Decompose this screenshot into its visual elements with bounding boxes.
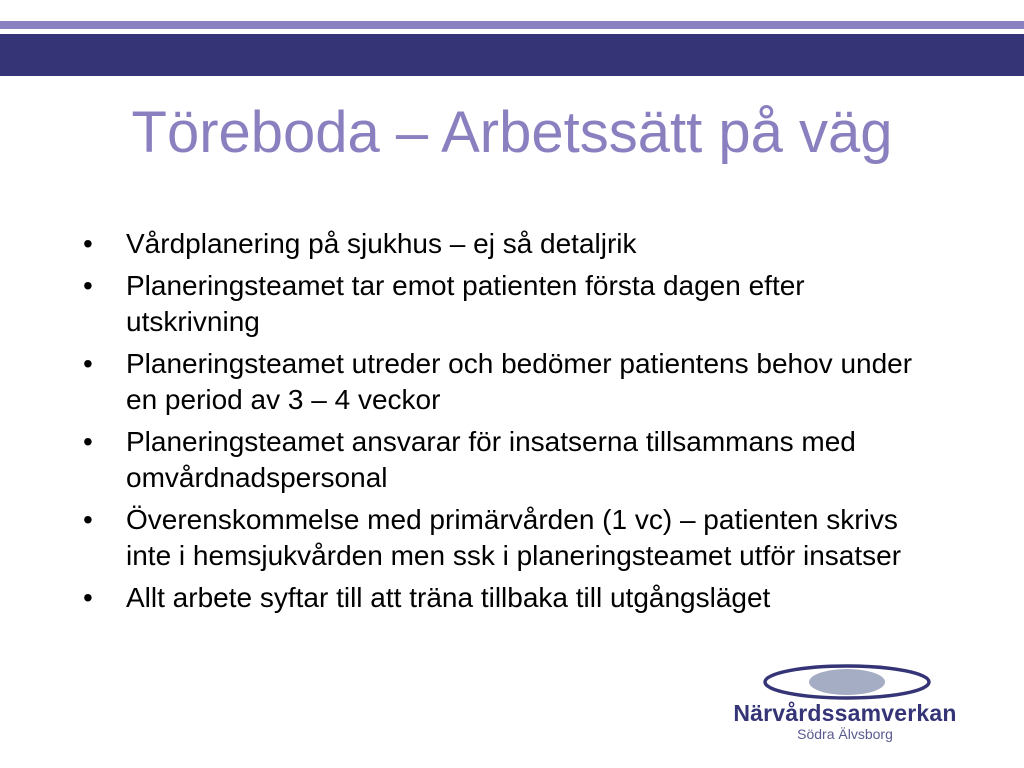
bullet-icon: • bbox=[83, 228, 93, 259]
bullet-icon: • bbox=[83, 426, 93, 457]
logo bbox=[710, 664, 980, 748]
bullet-item bbox=[83, 226, 923, 262]
bullet-text: Vårdplanering på sjukhus – ej så detaljrik bbox=[126, 228, 637, 259]
bullet-item bbox=[83, 346, 923, 418]
bullet-text: Överenskommelse med primärvården (1 vc) – patienten skrivs inte i hemsjukvården men ssk i planeringsteamet utför insatser bbox=[126, 504, 902, 571]
header-accent-line bbox=[0, 21, 1024, 29]
bullet-text: Planeringsteamet tar emot patienten första dagen efter utskrivning bbox=[126, 270, 805, 337]
bullet-item bbox=[83, 502, 923, 574]
bullet-item bbox=[83, 580, 923, 616]
bullet-text: Planeringsteamet ansvarar för insatserna tillsammans med omvårdnadspersonal bbox=[126, 426, 856, 493]
logo-name: Närvårdssamverkan bbox=[733, 700, 957, 726]
bullet-item bbox=[83, 268, 923, 340]
bullet-list bbox=[83, 226, 923, 622]
bullet-icon: • bbox=[83, 504, 93, 535]
bullet-text: Allt arbete syftar till att träna tillbaka till utgångsläget bbox=[126, 582, 771, 613]
bullet-icon: • bbox=[83, 582, 93, 613]
logo-ellipse-icon bbox=[762, 664, 932, 704]
bullet-text: Planeringsteamet utreder och bedömer patientens behov under en period av 3 – 4 veckor bbox=[126, 348, 913, 415]
slide-title: Töreboda – Arbetssätt på väg bbox=[131, 100, 893, 165]
bullet-icon: • bbox=[83, 270, 93, 301]
bullet-icon: • bbox=[83, 348, 93, 379]
logo-subtitle: Södra Älvsborg bbox=[797, 726, 893, 742]
header-band bbox=[0, 34, 1024, 76]
bullet-item bbox=[83, 424, 923, 496]
